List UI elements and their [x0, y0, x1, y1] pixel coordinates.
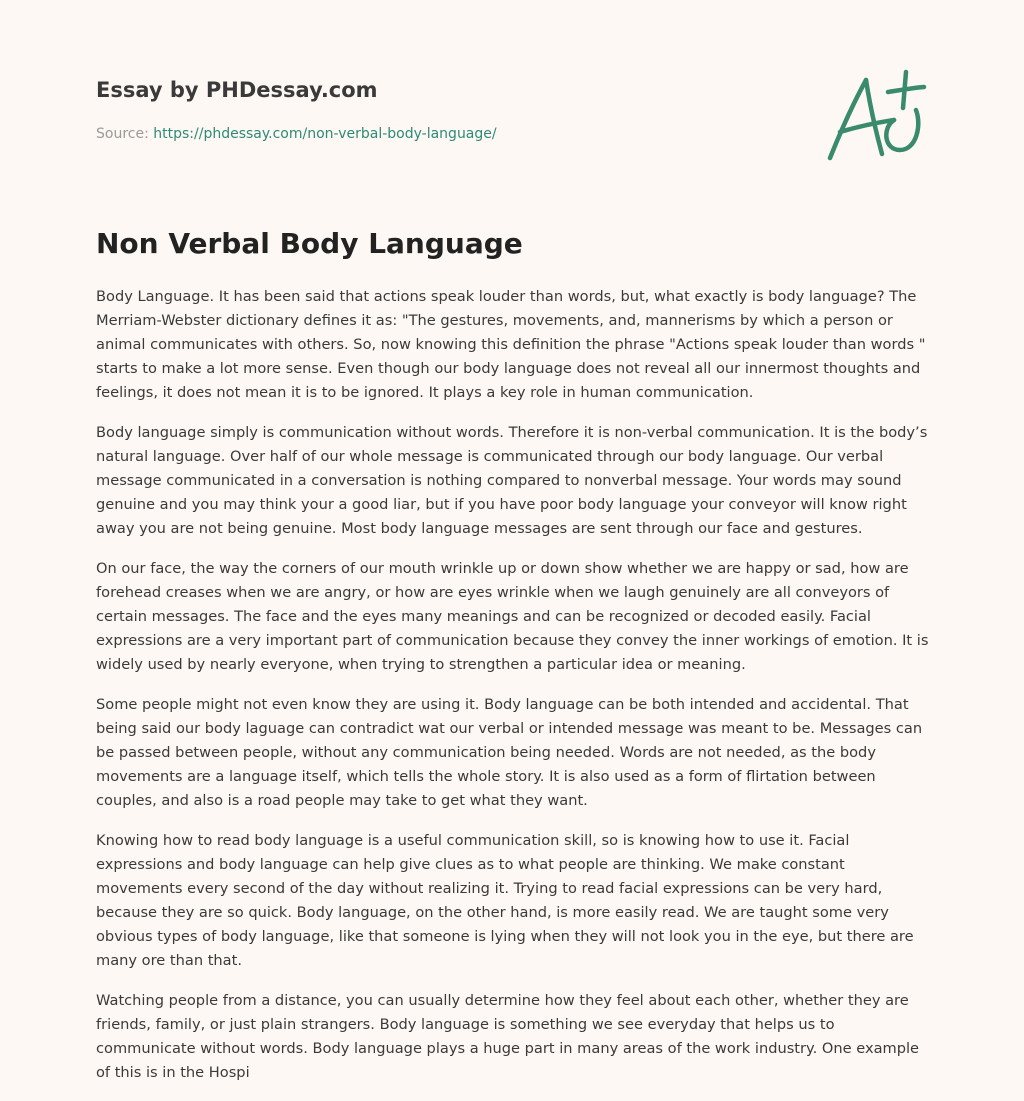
essay-header: [96, 76, 928, 144]
article-paragraph: Body language simply is communication without words. Therefore it is non-verbal communication. It is the body’s natural language. Over half of our whole message is communicated through our body language. Our verbal message communicated in a conversation is nothing compared to nonverbal message. Your words may sound genuine and you may think your a good liar, but if you have poor body language your conveyor will know right away you are not being genuine. Most body language messages are sent through our face and gestures.: [96, 424, 928, 537]
a-plus-logo-icon: [820, 66, 932, 166]
source-label: Source:: [96, 126, 154, 142]
a-plus-logo-svg: [820, 66, 932, 166]
article-title: Non Verbal Body Language: [96, 227, 523, 260]
brand-title: Essay by PHDessay.com: [96, 78, 378, 102]
source-link[interactable]: https://phdessay.com/non-verbal-body-language/: [153, 126, 497, 142]
article-paragraph: On our face, the way the corners of our mouth wrinkle up or down show whether we are happy or sad, how are forehead creases when we are angry, or how are eyes wrinkle when we laugh genuinely are all conveyors of certain messages. The face and the eyes many meanings and can be recognized or decoded easily. Facial expressions are a very important part of communication because they convey the inner workings of emotion. It is widely used by nearly everyone, when trying to strengthen a particular idea or meaning.: [96, 560, 929, 673]
article-paragraph: Some people might not even know they are using it. Body language can be both intended and accidental. That being said our body laguage can contradict wat our verbal or intended message was meant to be. Messages can be passed between people, without any communication being needed. Words are not needed, as the body movements are a language itself, which tells the whole story. It is also used as a form of flirtation between couples, and also is a road people may take to get what they want.: [96, 696, 923, 809]
article-paragraph: Body Language. It has been said that actions speak louder than words, but, what exactly is body language? The Merriam-Webster dictionary defines it as: "The gestures, movements, and, mannerisms by which a person or animal communicates with others. So, now knowing this definition the phrase "Actions speak louder than words " starts to make a lot more sense. Even though our body language does not reveal all our innermost thoughts and feelings, it does not mean it is to be ignored. It plays a key role in human communication.: [96, 288, 926, 401]
article-paragraph: Knowing how to read body language is a useful communication skill, so is knowing how to use it. Facial expressions and body language can help give clues as to what people are thinking. We make constant movements every second of the day without realizing it. Trying to read facial expressions can be very hard, because they are so quick. Body language, on the other hand, is more easily read. We are taught some very obvious types of body language, like that someone is lying when they will not look you in the eye, but there are many ore than that.: [96, 832, 914, 969]
source-line: [96, 124, 928, 144]
article-paragraph: Watching people from a distance, you can usually determine how they feel about each other, whether they are friends, family, or just plain strangers. Body language is something we see everyday that helps us to communicate without words. Body language plays a huge part in many areas of the work industry. One example of this is in the Hospi: [96, 992, 920, 1081]
article-body: [96, 285, 932, 1101]
